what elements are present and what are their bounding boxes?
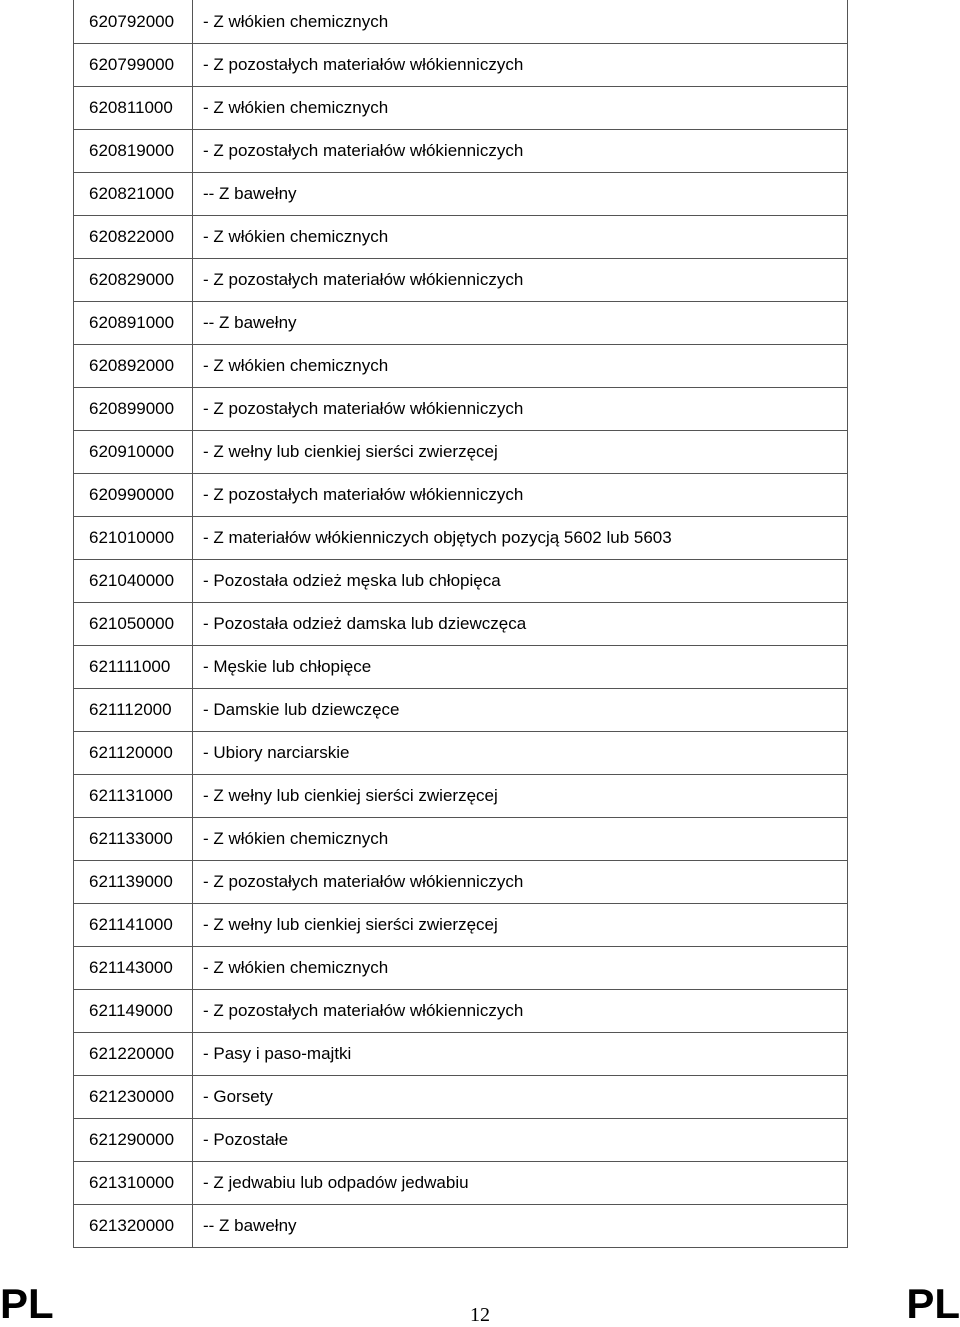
row-code: 620811000	[74, 87, 193, 130]
row-code: 621050000	[74, 603, 193, 646]
table-row	[74, 1076, 848, 1119]
table-row	[74, 216, 848, 259]
table-row	[74, 388, 848, 431]
row-description: - Męskie lub chłopięce	[193, 646, 848, 689]
row-code: 620799000	[74, 44, 193, 87]
row-description: - Z włókien chemicznych	[193, 216, 848, 259]
table-row	[74, 560, 848, 603]
code-table	[73, 0, 848, 1248]
table-row	[74, 259, 848, 302]
table-row	[74, 130, 848, 173]
row-code: 621230000	[74, 1076, 193, 1119]
row-description: - Z pozostałych materiałów włókienniczych	[193, 130, 848, 173]
row-description: - Z pozostałych materiałów włókienniczych	[193, 990, 848, 1033]
table-row	[74, 87, 848, 130]
row-code: 620829000	[74, 259, 193, 302]
row-code: 620990000	[74, 474, 193, 517]
table-row	[74, 517, 848, 560]
row-description: - Z wełny lub cienkiej sierści zwierzęcej	[193, 775, 848, 818]
row-description: - Z włókien chemicznych	[193, 0, 848, 44]
table-row	[74, 990, 848, 1033]
table-row	[74, 646, 848, 689]
row-code: 620899000	[74, 388, 193, 431]
table-row	[74, 904, 848, 947]
row-code: 621139000	[74, 861, 193, 904]
row-code: 621112000	[74, 689, 193, 732]
row-description: - Pozostałe	[193, 1119, 848, 1162]
table-row	[74, 431, 848, 474]
table-row	[74, 947, 848, 990]
row-description: - Z jedwabiu lub odpadów jedwabiu	[193, 1162, 848, 1205]
row-description: - Ubiory narciarskie	[193, 732, 848, 775]
row-code: 621131000	[74, 775, 193, 818]
table-row	[74, 775, 848, 818]
footer-left-label: PL	[0, 1280, 54, 1327]
table-row	[74, 173, 848, 216]
table-row	[74, 732, 848, 775]
table-row	[74, 1205, 848, 1248]
row-code: 621320000	[74, 1205, 193, 1248]
table-row	[74, 0, 848, 44]
row-description: - Z włókien chemicznych	[193, 345, 848, 388]
row-code: 621143000	[74, 947, 193, 990]
row-code: 621120000	[74, 732, 193, 775]
row-description: -- Z bawełny	[193, 302, 848, 345]
row-code: 621010000	[74, 517, 193, 560]
row-code: 621141000	[74, 904, 193, 947]
row-description: - Gorsety	[193, 1076, 848, 1119]
row-description: - Pozostała odzież męska lub chłopięca	[193, 560, 848, 603]
row-code: 620792000	[74, 0, 193, 44]
row-code: 621220000	[74, 1033, 193, 1076]
table-row	[74, 302, 848, 345]
row-description: -- Z bawełny	[193, 173, 848, 216]
row-description: - Z włókien chemicznych	[193, 818, 848, 861]
row-code: 620910000	[74, 431, 193, 474]
row-description: - Damskie lub dziewczęce	[193, 689, 848, 732]
row-code: 621149000	[74, 990, 193, 1033]
table-row	[74, 1033, 848, 1076]
page-number: 12	[470, 1304, 490, 1326]
row-description: - Z pozostałych materiałów włókienniczych	[193, 259, 848, 302]
row-description: - Z pozostałych materiałów włókienniczych	[193, 44, 848, 87]
row-description: - Z pozostałych materiałów włókienniczych	[193, 474, 848, 517]
table-row	[74, 345, 848, 388]
table-row	[74, 861, 848, 904]
row-description: - Z pozostałych materiałów włókienniczych	[193, 388, 848, 431]
row-description: - Pasy i paso-majtki	[193, 1033, 848, 1076]
table-row	[74, 818, 848, 861]
table-row	[74, 474, 848, 517]
row-description: - Z włókien chemicznych	[193, 947, 848, 990]
row-code: 620892000	[74, 345, 193, 388]
row-code: 621290000	[74, 1119, 193, 1162]
table-row	[74, 1162, 848, 1205]
table-row	[74, 44, 848, 87]
row-description: - Pozostała odzież damska lub dziewczęca	[193, 603, 848, 646]
table-row	[74, 689, 848, 732]
row-description: - Z pozostałych materiałów włókienniczych	[193, 861, 848, 904]
row-code: 621111000	[74, 646, 193, 689]
footer-right-label: PL	[906, 1280, 960, 1327]
row-description: - Z materiałów włókienniczych objętych pozycją 5602 lub 5603	[193, 517, 848, 560]
table-row	[74, 1119, 848, 1162]
row-code: 620891000	[74, 302, 193, 345]
row-code: 620819000	[74, 130, 193, 173]
row-description: -- Z bawełny	[193, 1205, 848, 1248]
row-code: 620822000	[74, 216, 193, 259]
row-code: 621310000	[74, 1162, 193, 1205]
code-table-body	[74, 0, 848, 1248]
table-row	[74, 603, 848, 646]
row-description: - Z wełny lub cienkiej sierści zwierzęcej	[193, 431, 848, 474]
row-code: 621040000	[74, 560, 193, 603]
row-code: 620821000	[74, 173, 193, 216]
row-description: - Z włókien chemicznych	[193, 87, 848, 130]
row-code: 621133000	[74, 818, 193, 861]
row-description: - Z wełny lub cienkiej sierści zwierzęcej	[193, 904, 848, 947]
